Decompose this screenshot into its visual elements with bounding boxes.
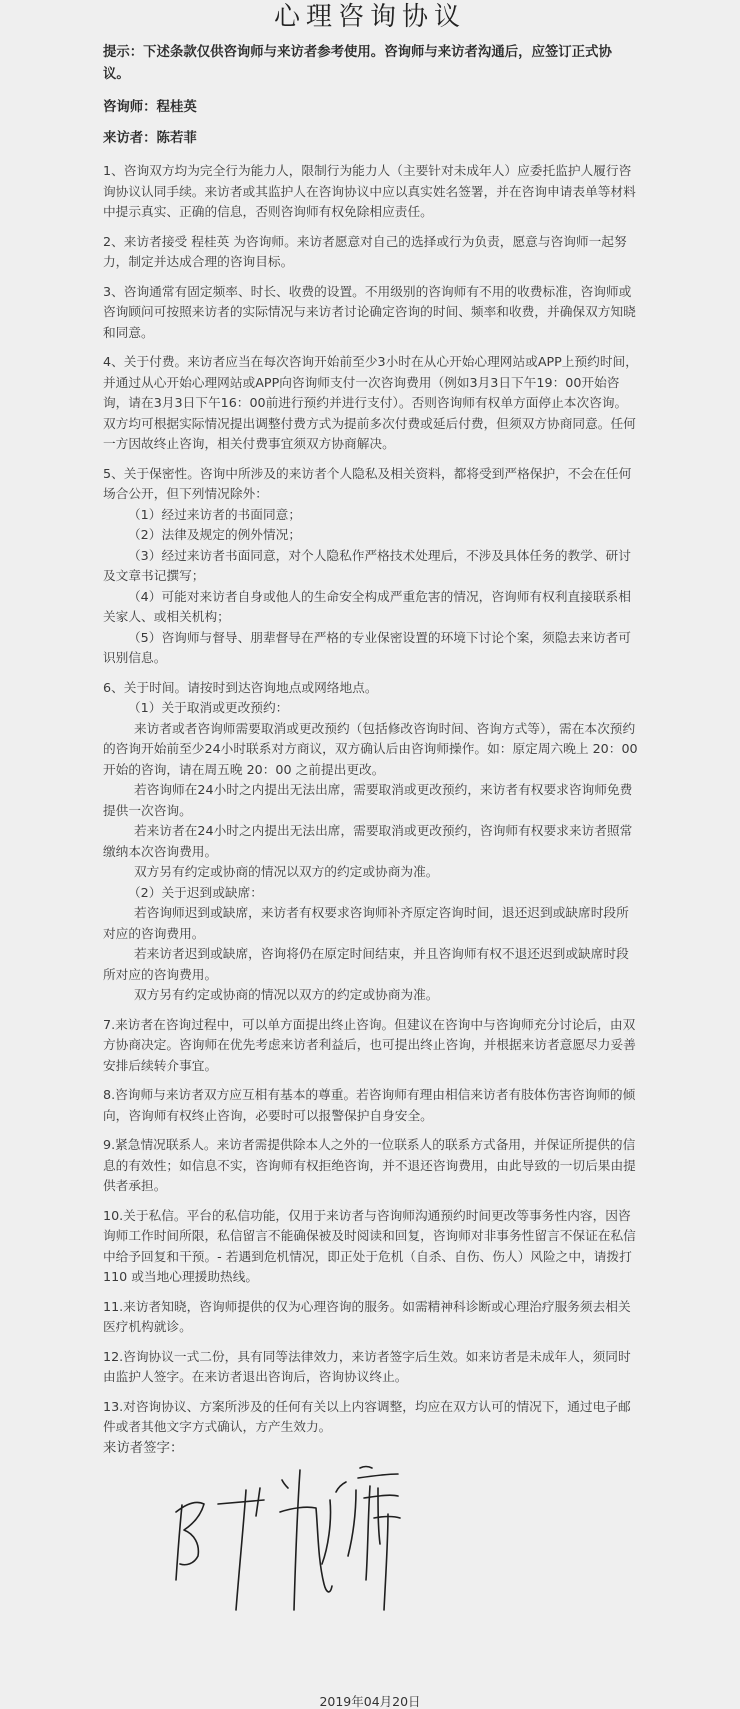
notice-text: 提示：下述条款仅供咨询师与来访者参考使用。咨询师与来访者沟通后，应签订正式协议。 — [103, 45, 612, 82]
cancel-heading: （1）关于取消或更改预约： — [128, 700, 289, 715]
clause-10: 10.关于私信。平台的私信功能，仅用于来访者与咨询师沟通预约时间更改等事务性内容，因咨询师工作时间所限，私信留言不能确保被及时阅读和回复，咨询师对非事务性留言不保证在私信中给予回复和干预。- 若遇到危机情况，即正处于危机（自杀、自伤、伤人）风险之中，请拨打 110 或当地心理援助热线。 — [103, 1207, 636, 1284]
confidentiality-exception: （3）经过来访者书面同意，对个人隐私作严格技术处理后，不涉及具体任务的教学、研讨及文章书记撰写； — [103, 547, 631, 583]
clause-5: 5、关于保密性。咨询中所涉及的来访者个人隐私及相关资料，都将受到严格保护，不会在任何场合公开，但下列情况除外： — [103, 465, 632, 501]
confidentiality-exception: （4）可能对来访者自身或他人的生命安全构成严重危害的情况，咨询师有权利直接联系相关家人、或相关机构； — [103, 588, 631, 624]
clause-13: 13.对咨询协议、方案所涉及的任何有关以上内容调整，均应在双方认可的情况下，通过电子邮件或者其他文字方式确认，方产生效力。 — [103, 1398, 631, 1434]
confidentiality-exception: （5）咨询师与督导、朋辈督导在严格的专业保密设置的环境下讨论个案，须隐去来访者可识别信息。 — [103, 629, 631, 665]
signing-date: 2019年04月20日 — [319, 1694, 421, 1709]
signature-label: 来访者签字： — [103, 1441, 184, 1456]
confidentiality-exception: （1）经过来访者的书面同意； — [128, 506, 302, 522]
document-title: 心理咨询协议 — [273, 2, 466, 32]
cancel-paragraph: 来访者或者咨询师需要取消或更改预约（包括修改咨询时间、咨询方式等），需在本次预约的咨询开始前至少24小时联系对方商议，双方确认后由咨询师操作。如：原定周六晚上 20：00 开始的咨询，请在周五晚 20：00 之前提出更改。 — [103, 720, 638, 777]
cancel-paragraph: 若咨询师在24小时之内提出无法出席，需要取消或更改预约，来访者有权要求咨询师免费提供一次咨询。 — [103, 782, 633, 818]
clause-2: 2、来访者接受 程桂英 为咨询师。来访者愿意对自己的选择或行为负责，愿意与咨询师一起努力，制定并达成合理的咨询目标。 — [103, 233, 627, 269]
signature-text: 陈若菲 — [298, 1618, 302, 1619]
clause-7: 7.来访者在咨询过程中，可以单方面提出终止咨询。但建议在咨询中与咨询师充分讨论后，由双方协商决定。咨询师在优先考虑来访者利益后，也可提出终止咨询，并根据来访者意愿尽力妥善安排后续转介事宜。 — [103, 1016, 636, 1073]
clause-9: 9.紧急情况联系人。来访者需提供除本人之外的一位联系人的联系方式备用，并保证所提供的信息的有效性；如信息不实，咨询师有权拒绝咨询，并不退还咨询费用，由此导致的一切后果由提供者承担。 — [103, 1137, 636, 1193]
late-heading: （2）关于迟到或缺席： — [128, 884, 263, 900]
clause-11: 11.来访者知晓，咨询师提供的仅为心理咨询的服务。如需精神科诊断或心理治疗服务须去相关医疗机构就诊。 — [103, 1298, 631, 1334]
clause-6-block — [103, 678, 638, 1006]
clause-8: 8.咨询师与来访者双方应互相有基本的尊重。若咨询师有理由相信来访者有肢体伤害咨询师的倾向，咨询师有权终止咨询，必要时可以报警保护自身安全。 — [103, 1087, 636, 1123]
clause-3: 3、咨询通常有固定频率、时长、收费的设置。不用级别的咨询师有不用的收费标准，咨询师或咨询顾问可按照来访者的实际情况与来访者讨论确定咨询的时间、频率和收费，并确保双方知晓和同意。 — [103, 283, 636, 340]
confidentiality-exception: （2）法律及规定的例外情况； — [128, 527, 302, 542]
cancel-paragraph: 若来访者在24小时之内提出无法出席，需要取消或更改预约，咨询师有权要求来访者照常缴纳本次咨询费用。 — [103, 823, 633, 859]
clause-4: 4、关于付费。来访者应当在每次咨询开始前至少3小时在从心开始心理网站或APP上预约时间，并通过从心开始心理网站或APP向咨询师支付一次咨询费用（例如3月3日下午19：00开始咨询，请在3月3日下午16：00前进行预约并进行支付）。否则咨询师有权单方面停止本次咨询。双方均可根据实际情况提出调整付费方式为提前多次付费或延后付费，但须双方协商同意。任何一方因故终止咨询，相关付费事宜须双方协商解决。 — [103, 354, 638, 451]
handwritten-signature — [160, 1460, 440, 1620]
late-paragraph: 若来访者迟到或缺席，咨询将仍在原定时间结束，并且咨询师有权不退还迟到或缺席时段所对应的咨询费用。 — [103, 946, 629, 982]
agreement-body — [103, 42, 638, 1447]
visitor-name: 来访者：陈若菲 — [103, 131, 197, 146]
counselor-name: 咨询师：程桂英 — [103, 100, 197, 115]
clause-6: 6、关于时间。请按时到达咨询地点或网络地点。 — [103, 679, 378, 695]
clause-5-block — [103, 464, 638, 669]
cancel-paragraph: 双方另有约定或协商的情况以双方的约定或协商为准。 — [134, 864, 439, 879]
clause-1: 1、咨询双方均为完全行为能力人，限制行为能力人（主要针对未成年人）应委托监护人履行咨询协议认同手续。来访者或其监护人在咨询协议中应以真实姓名签署，并在咨询申请表单等材料中提示真实、正确的信息，否则咨询师有权免除相应责任。 — [103, 163, 636, 219]
clause-12: 12.咨询协议一式二份，具有同等法律效力，来访者签字后生效。如来访者是未成年人，须同时由监护人签字。在来访者退出咨询后，咨询协议终止。 — [103, 1348, 631, 1384]
late-paragraph: 若咨询师迟到或缺席，来访者有权要求咨询师补齐原定咨询时间，退还迟到或缺席时段所对应的咨询费用。 — [103, 905, 629, 941]
late-paragraph: 双方另有约定或协商的情况以双方的约定或协商为准。 — [134, 987, 439, 1002]
